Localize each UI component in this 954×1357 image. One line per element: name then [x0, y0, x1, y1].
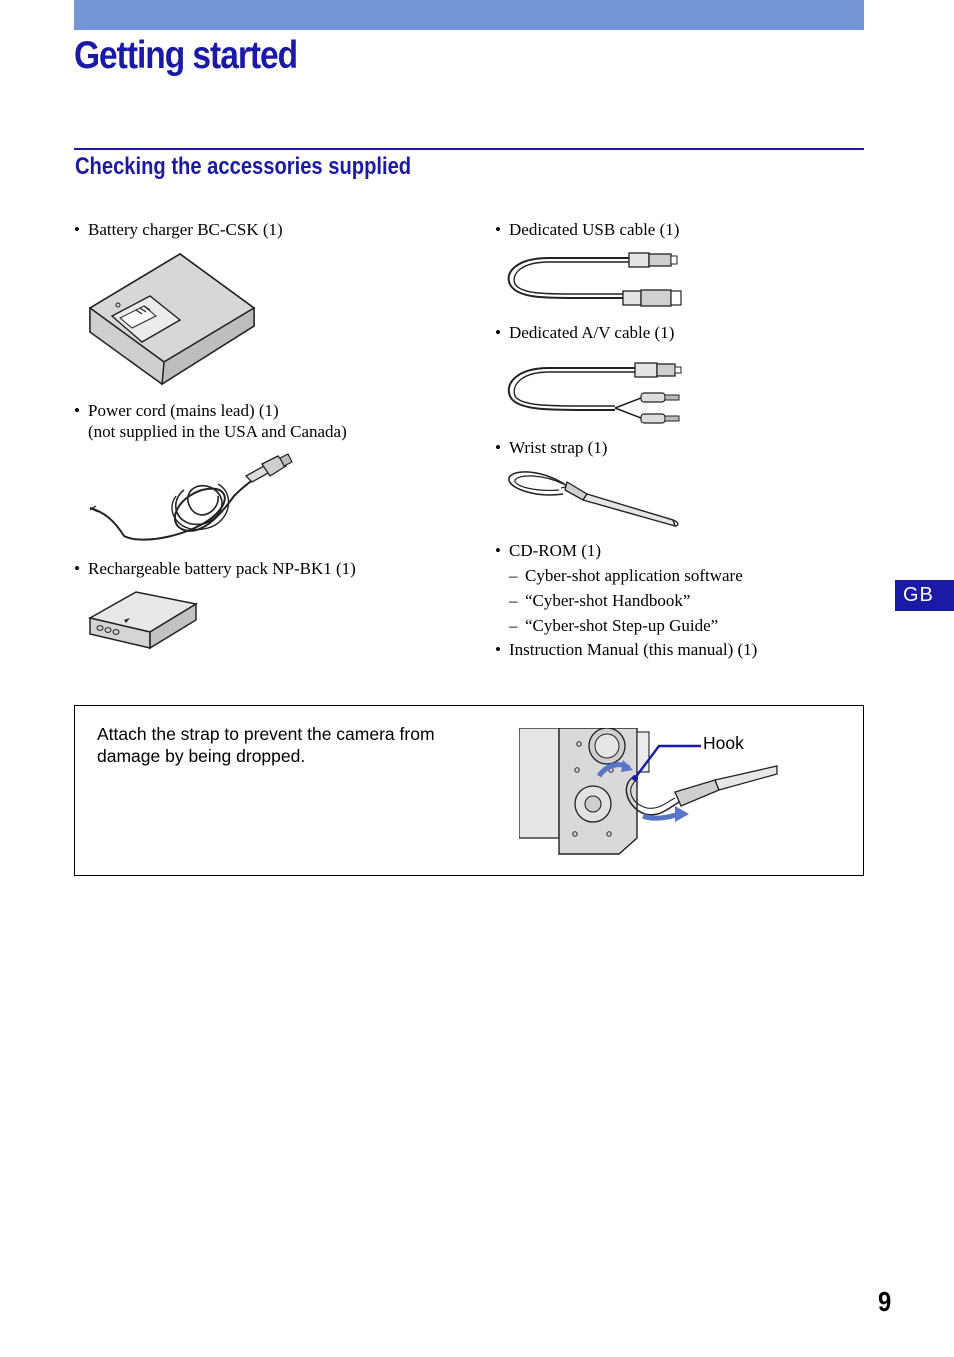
accessory-wrist-strap: • Wrist strap (1): [495, 438, 608, 457]
top-color-bar: [74, 0, 864, 30]
accessory-label: Instruction Manual (this manual) (1): [509, 640, 758, 659]
hook-label: Hook: [703, 733, 744, 753]
accessory-battery-charger: • Battery charger BC-CSK (1): [74, 220, 283, 239]
cd-rom-subitem: – Cyber-shot application software: [509, 566, 743, 585]
accessory-label: Rechargeable battery pack NP-BK1 (1): [88, 559, 356, 578]
accessory-av-cable: • Dedicated A/V cable (1): [495, 323, 675, 342]
accessory-label: Power cord (mains lead) (1): [88, 401, 279, 420]
strap-note-text: Attach the strap to prevent the camera from damage by being dropped.: [97, 724, 435, 766]
accessory-label: Wrist strap (1): [509, 438, 608, 457]
power-cord-illustration: [84, 450, 304, 550]
accessory-label: Dedicated A/V cable (1): [509, 323, 675, 342]
section-title: Checking the accessories supplied: [75, 153, 412, 180]
accessory-label: Battery charger BC-CSK (1): [88, 220, 283, 239]
page-number: 9: [878, 1286, 892, 1317]
cd-rom-subitem: – “Cyber-shot Step-up Guide”: [509, 616, 719, 635]
usb-cable-illustration: [505, 248, 685, 310]
page-title: Getting started: [74, 34, 298, 77]
av-cable-illustration: [505, 358, 687, 428]
battery-charger-illustration: [84, 250, 260, 390]
battery-pack-illustration: [84, 588, 204, 654]
cd-rom-subitem: – “Cyber-shot Handbook”: [509, 591, 691, 610]
language-tab: GB: [895, 580, 954, 611]
accessory-instruction-manual: • Instruction Manual (this manual) (1): [495, 640, 758, 659]
accessory-power-cord: • Power cord (mains lead) (1): [74, 401, 279, 420]
wrist-strap-illustration: [505, 464, 683, 534]
accessory-battery-pack: • Rechargeable battery pack NP-BK1 (1): [74, 559, 356, 578]
section-rule: [74, 148, 864, 150]
strap-note-box: [74, 705, 864, 876]
accessory-usb-cable: • Dedicated USB cable (1): [495, 220, 680, 239]
accessory-note: (not supplied in the USA and Canada): [88, 422, 347, 441]
accessory-cd-rom: • CD-ROM (1): [495, 541, 602, 560]
accessory-label: Dedicated USB cable (1): [509, 220, 680, 239]
accessory-label: CD-ROM (1): [509, 541, 602, 560]
